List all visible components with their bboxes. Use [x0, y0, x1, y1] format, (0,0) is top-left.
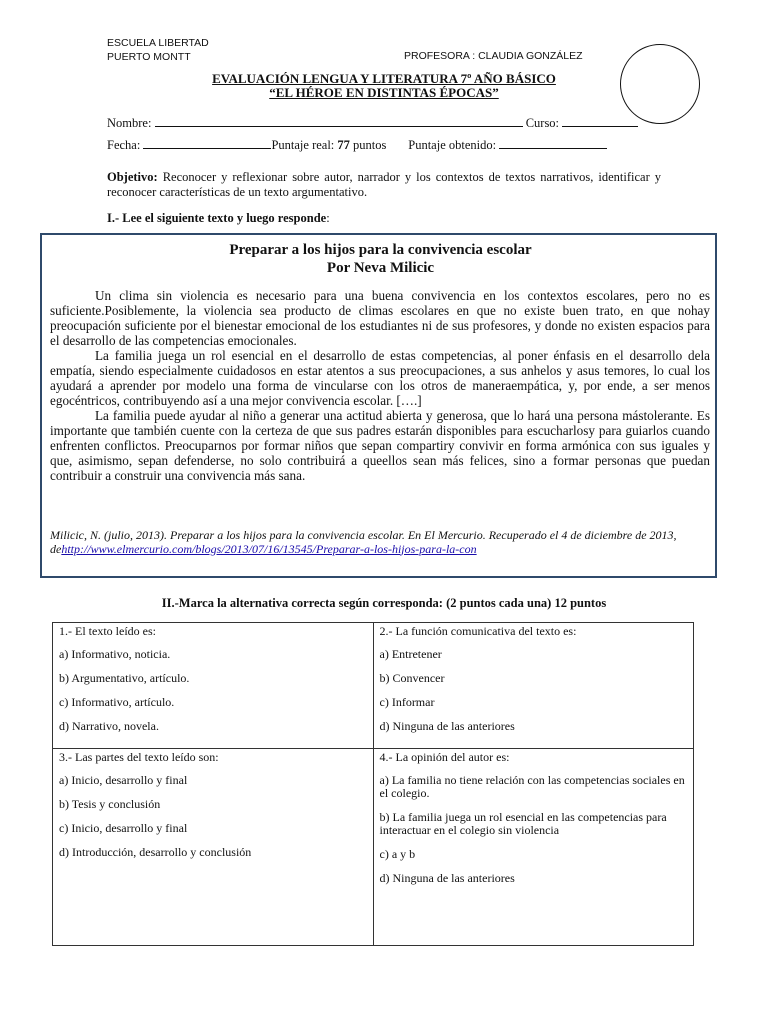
question-cell-4	[373, 749, 694, 946]
name-field[interactable]	[155, 114, 523, 127]
school-city: PUERTO MONTT	[107, 51, 191, 63]
question-2: 2.- La función comunicativa del texto es:	[379, 624, 577, 638]
question-4: 4.- La opinión del autor es:	[379, 750, 510, 764]
q1-option-d[interactable]: d) Narrativo, novela.	[59, 719, 159, 733]
q2-option-b[interactable]: b) Convencer	[379, 671, 445, 685]
reading-paragraph-3: La familia puede ayudar al niño a generar una actitud abierta y generosa, que lo hará una persona mástolerante. Es importante que también cuente con la certeza de que sus padres estarán disponibles para escucharlosy para guiarlos cuando enfrenten conflictos. Preocuparnos por formar niños que sepan compartiry convivir en forma armónica con sus iguales y que, asimismo, sepan defenderse, no solo contribuirá a queellos sean más felices, sino a formar personas que puedan contribuir a construir una convivencia más sana.	[50, 408, 710, 483]
school-name: ESCUELA LIBERTAD	[107, 37, 209, 49]
q1-option-a[interactable]: a) Informativo, noticia.	[59, 647, 171, 661]
q2-option-c[interactable]: c) Informar	[379, 695, 435, 709]
section1-heading-text: I.- Lee el siguiente texto y luego responde	[107, 211, 327, 225]
objective-label: Objetivo:	[107, 170, 158, 184]
citation-text: Milicic, N. (julio, 2013). Preparar a los hijos para la convivencia escolar. En El Mercurio. Recuperado el 4 de diciembre de 2013,	[50, 528, 677, 542]
reading-paragraph-1: Un clima sin violencia es necesario para una buena convivencia en los contextos escolares, pero no es suficiente.Posiblemente, la violencia sea producto de climas escolares en que no existe buen trato, en que nohay preocupación suficiente por el bienestar emocional de los estudiantes ni de sus profesores, y donde no existen espacios para el desarrollo de las competencias emocionales.	[50, 288, 710, 348]
q3-option-a[interactable]: a) Inicio, desarrollo y final	[59, 773, 188, 787]
q4-option-c[interactable]: c) a y b	[379, 847, 416, 861]
obtained-score-field[interactable]	[499, 136, 607, 149]
school-header	[107, 36, 209, 64]
citation-link[interactable]: http://www.elmercurio.com/blogs/2013/07/16/13545/Preparar-a-los-hijos-para-la-con	[61, 541, 477, 556]
q3-option-c[interactable]: c) Inicio, desarrollo y final	[59, 821, 188, 835]
q4-option-b[interactable]: b) La familia juega un rol esencial en las competencias para interactuar en el colegio sin violencia	[379, 810, 667, 837]
questions-table	[52, 622, 694, 946]
name-course-row	[107, 114, 638, 131]
question-1: 1.- El texto leído es:	[59, 624, 156, 638]
question-3: 3.- Las partes del texto leído son:	[59, 750, 219, 764]
reading-box	[40, 233, 717, 578]
reading-paragraph-2: La familia juega un rol esencial en el desarrollo de estas competencias, al poner énfasis en el desarrollo dela empatía, siendo especialmente cuidadosos en estar atentos a sus preocupaciones, a sus anhelos y asus temores, lo cual los ayudará a aprender por modelo una forma de vincularse con los otros de maneraempática, y, por ende, a ser menos egocéntricos, contribuyendo así a una mejor convivencia escolar. [….]	[50, 348, 710, 408]
exam-title: EVALUACIÓN LENGUA Y LITERATURA 7º AÑO BÁSICO	[212, 71, 556, 86]
question-cell-2	[373, 623, 694, 749]
q3-option-d[interactable]: d) Introducción, desarrollo y conclusión	[59, 845, 252, 859]
date-field[interactable]	[143, 136, 271, 149]
q2-option-a[interactable]: a) Entretener	[379, 647, 442, 661]
real-score-unit: puntos	[353, 138, 387, 152]
reading-author: Por Neva Milicic	[326, 260, 435, 276]
obtained-score-label: Puntaje obtenido:	[408, 138, 497, 152]
citation	[50, 529, 714, 556]
q1-option-b[interactable]: b) Argumentativo, artículo.	[59, 671, 190, 685]
q4-option-a[interactable]: a) La familia no tiene relación con las competencias sociales en el colegio.	[379, 773, 685, 800]
name-label: Nombre:	[107, 116, 152, 130]
section2-heading: II.-Marca la alternativa correcta según corresponda: (2 puntos cada una) 12 puntos	[161, 596, 607, 610]
date-score-row	[107, 136, 607, 153]
q4-option-d[interactable]: d) Ninguna de las anteriores	[379, 871, 515, 885]
question-cell-3	[53, 749, 374, 946]
reading-title: Preparar a los hijos para la convivencia escolar	[229, 242, 532, 258]
exam-subtitle: “EL HÉROE EN DISTINTAS ÉPOCAS”	[269, 85, 499, 100]
teacher-name: PROFESORA : CLAUDIA GONZÁLEZ	[404, 50, 583, 62]
reading-body	[50, 288, 710, 483]
course-field[interactable]	[562, 114, 638, 127]
objective	[107, 170, 661, 200]
question-cell-1	[53, 623, 374, 749]
course-label: Curso:	[525, 116, 560, 130]
real-score-label: Puntaje real:	[271, 138, 335, 152]
section1-heading	[107, 211, 330, 226]
q3-option-b[interactable]: b) Tesis y conclusión	[59, 797, 161, 811]
q2-option-d[interactable]: d) Ninguna de las anteriores	[379, 719, 515, 733]
real-score-value: 77	[337, 138, 350, 152]
objective-text: Reconocer y reflexionar sobre autor, narrador y los contextos de textos narrativos, identificar y reconocer características de un texto argumentativo.	[107, 170, 661, 199]
citation-prefix: de	[50, 541, 62, 556]
section1-colon: :	[326, 211, 330, 225]
q1-option-c[interactable]: c) Informativo, artículo.	[59, 695, 175, 709]
date-label: Fecha:	[107, 138, 141, 152]
